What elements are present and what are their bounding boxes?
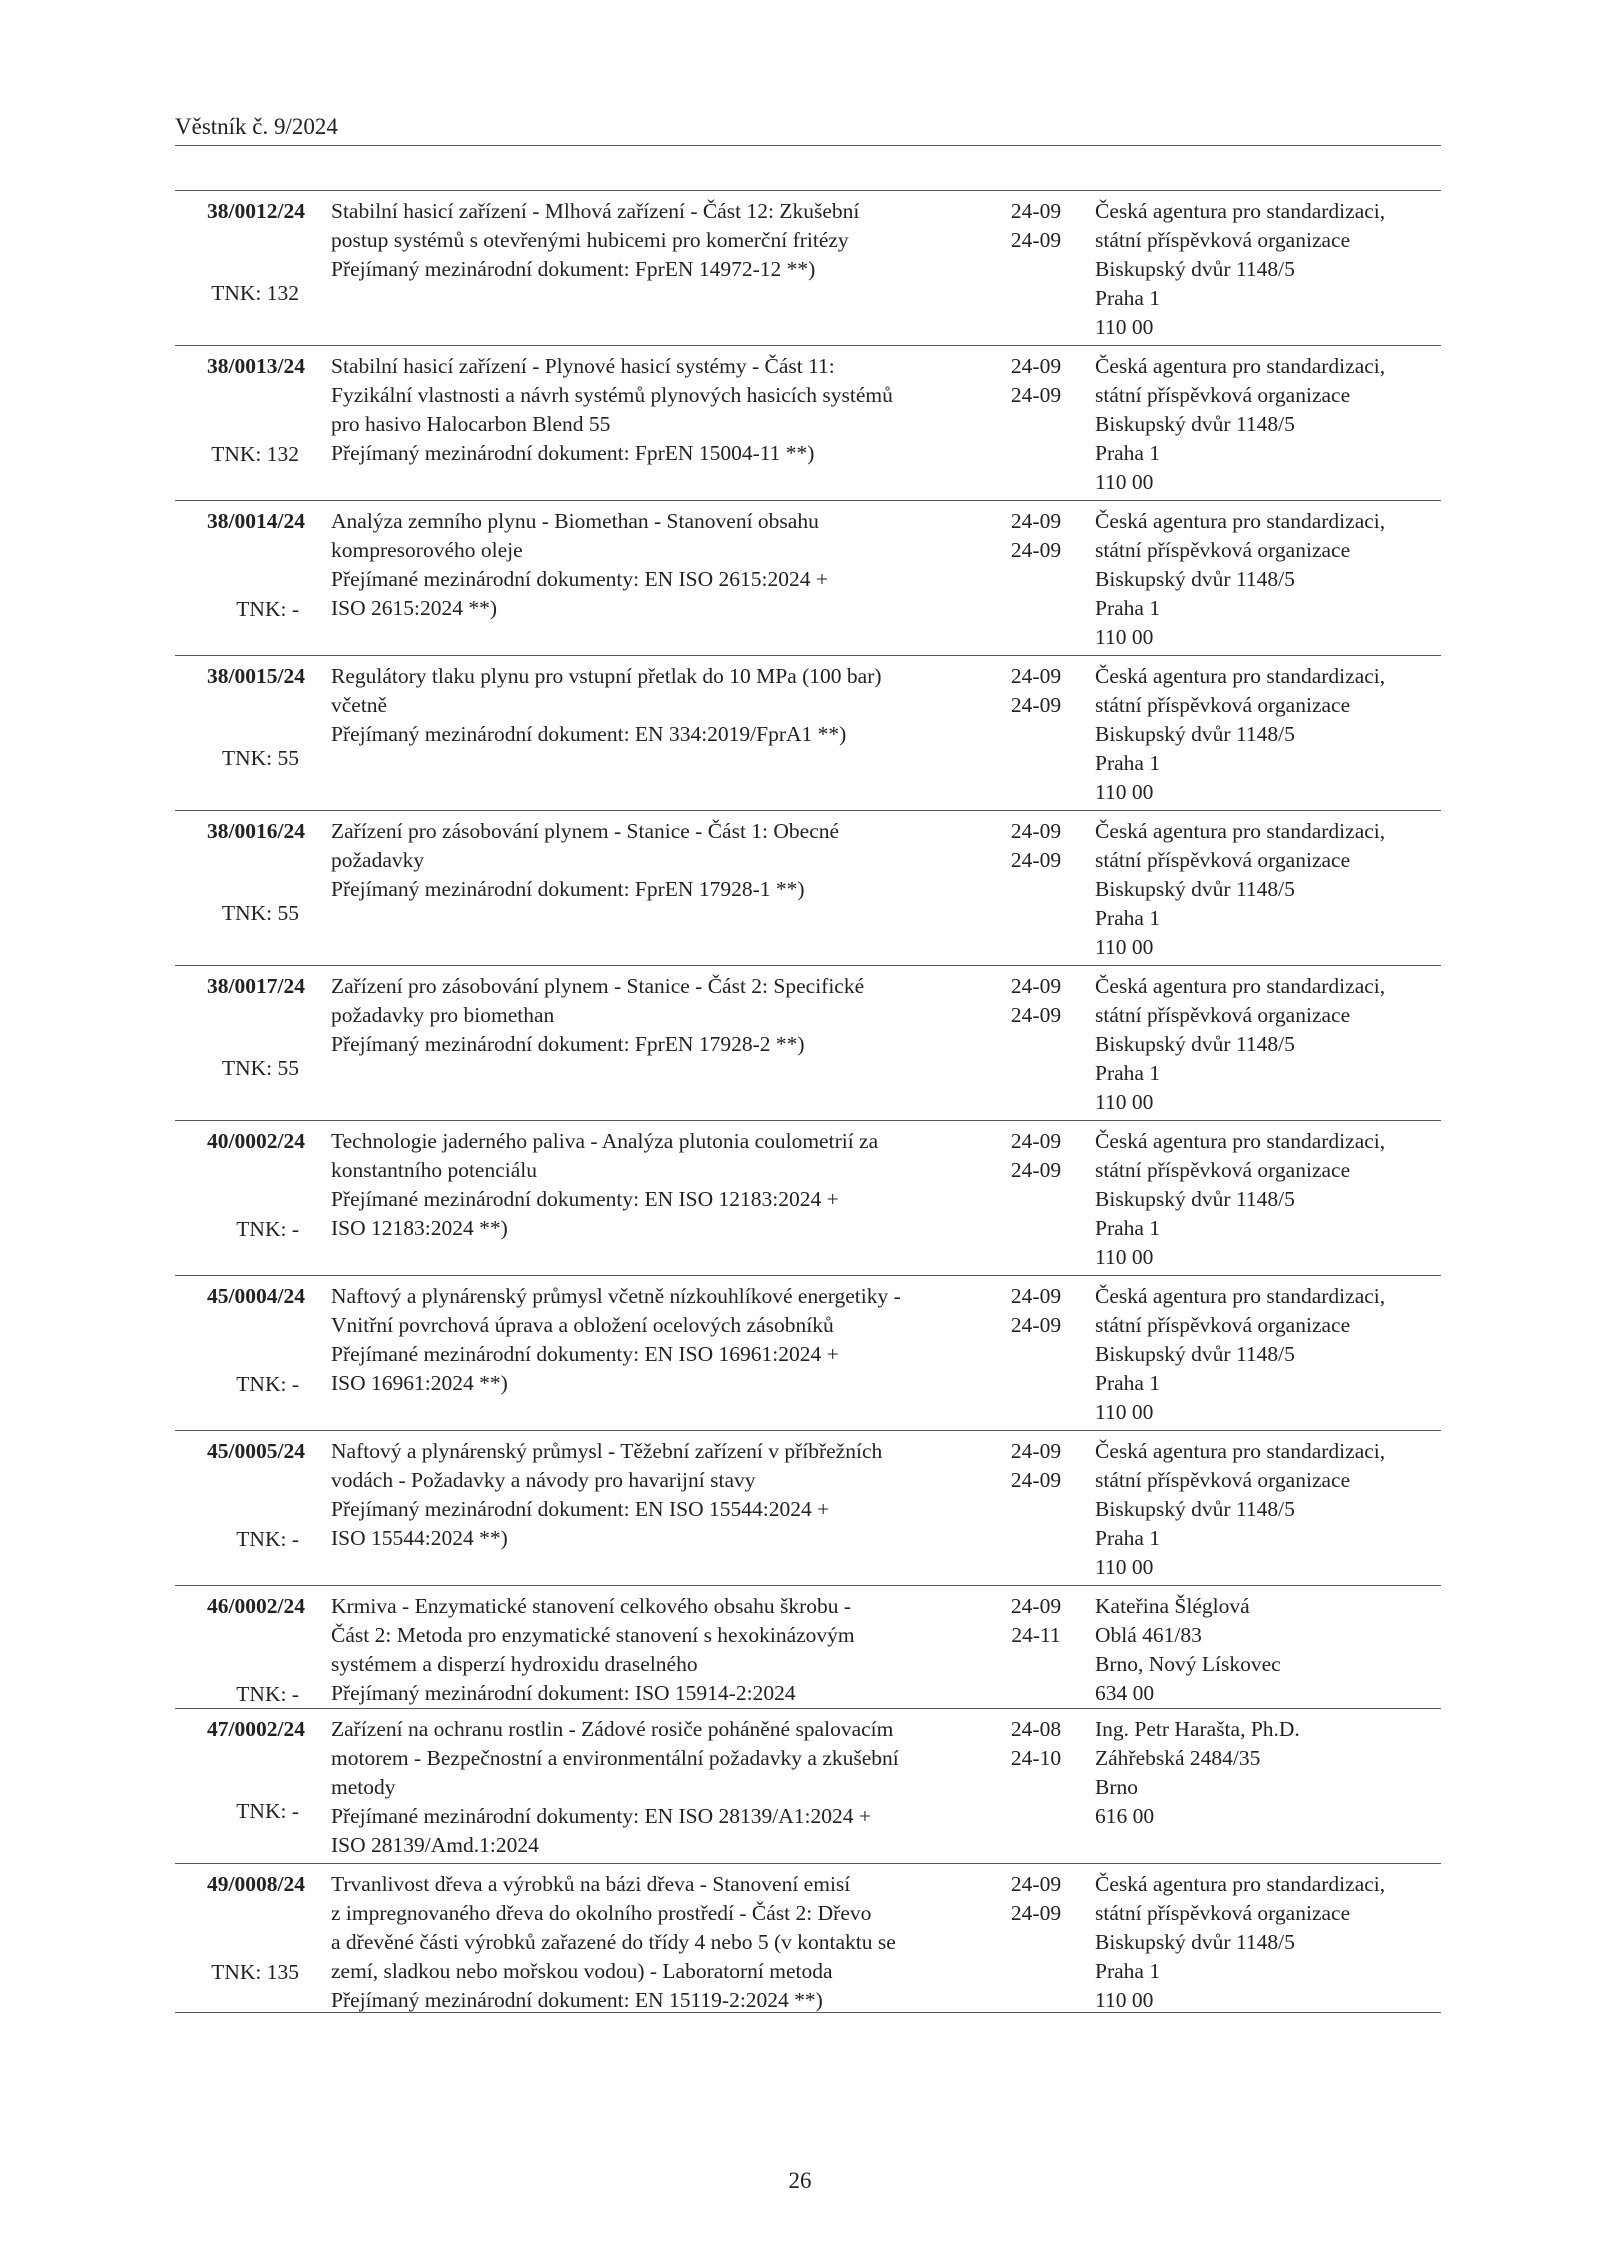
date-value: 24-09 (1010, 1594, 1062, 1618)
table-row (175, 1276, 1441, 1431)
entry-contact (1095, 1282, 1441, 1427)
tnk-number: TNK: - (236, 1682, 299, 1706)
contact-line: Biskupský dvůr 1148/5 (1095, 877, 1295, 901)
contact-line: Biskupský dvůr 1148/5 (1095, 722, 1295, 746)
contact-line: 110 00 (1095, 780, 1154, 804)
title-line: Přejímaný mezinárodní dokument: ISO 15914-2:2024 (331, 1681, 796, 1705)
title-line: Trvanlivost dřeva a výrobků na bázi dřeva - Stanovení emisí (331, 1872, 851, 1896)
contact-line: Praha 1 (1095, 596, 1161, 620)
tnk-number: TNK: - (236, 1372, 299, 1396)
entry-dates (1001, 352, 1071, 410)
contact-line: Brno (1095, 1775, 1138, 1799)
contact-line: státní příspěvková organizace (1095, 1313, 1351, 1337)
title-line: ISO 16961:2024 **) (331, 1371, 508, 1395)
entry-title (331, 817, 1031, 904)
contact-line: státní příspěvková organizace (1095, 1158, 1351, 1182)
contact-line: Česká agentura pro standardizaci, (1095, 354, 1386, 378)
date-value: 24-10 (1010, 1746, 1062, 1770)
entry-title (331, 662, 1031, 749)
title-line: ISO 12183:2024 **) (331, 1216, 508, 1240)
table-row (175, 501, 1441, 656)
entry-code: 38/0013/24 (207, 354, 305, 378)
entry-title (331, 352, 1031, 468)
date-value: 24-09 (1010, 974, 1062, 998)
title-line: systémem a disperzí hydroxidu draselného (331, 1652, 698, 1676)
entry-contact (1095, 197, 1441, 342)
entry-contact (1095, 1870, 1441, 2015)
date-value: 24-09 (1010, 693, 1062, 717)
date-value: 24-09 (1010, 848, 1062, 872)
entry-code: 38/0015/24 (207, 664, 305, 688)
entry-code: 38/0016/24 (207, 819, 305, 843)
title-line: Přejímaný mezinárodní dokument: FprEN 17928-1 **) (331, 877, 805, 901)
date-value: 24-09 (1010, 1284, 1062, 1308)
tnk-number: TNK: - (236, 1799, 299, 1823)
date-value: 24-09 (1010, 1872, 1062, 1896)
contact-line: 110 00 (1095, 1400, 1154, 1424)
title-line: a dřevěné části výrobků zařazené do třídy 4 nebo 5 (v kontaktu se (331, 1930, 896, 1954)
contact-line: Biskupský dvůr 1148/5 (1095, 1032, 1295, 1056)
contact-line: 110 00 (1095, 315, 1154, 339)
title-line: Přejímaný mezinárodní dokument: EN ISO 15544:2024 + (331, 1497, 830, 1521)
title-line: Přejímané mezinárodní dokumenty: EN ISO 2615:2024 + (331, 567, 828, 591)
entry-dates (1001, 1282, 1071, 1340)
title-line: kompresorového oleje (331, 538, 523, 562)
entry-title (331, 1715, 1031, 1860)
title-line: Vnitřní povrchová úprava a obložení ocelových zásobníků (331, 1313, 834, 1337)
date-value: 24-09 (1010, 819, 1062, 843)
entry-dates (1001, 1592, 1071, 1650)
title-line: Přejímané mezinárodní dokumenty: EN ISO 16961:2024 + (331, 1342, 839, 1366)
title-line: Přejímaný mezinárodní dokument: FprEN 17928-2 **) (331, 1032, 805, 1056)
date-value: 24-09 (1010, 1439, 1062, 1463)
table-row (175, 966, 1441, 1121)
table-row (175, 191, 1441, 346)
entry-dates (1001, 197, 1071, 255)
journal-title: Věstník č. 9/2024 (175, 114, 338, 139)
title-line: Přejímaný mezinárodní dokument: EN 334:2019/FprA1 **) (331, 722, 847, 746)
title-line: pro hasivo Halocarbon Blend 55 (331, 412, 611, 436)
contact-line: 616 00 (1095, 1804, 1155, 1828)
entry-code: 45/0004/24 (207, 1284, 305, 1308)
table-row (175, 1864, 1441, 2013)
contact-line: Praha 1 (1095, 286, 1161, 310)
entry-contact (1095, 817, 1441, 962)
entry-title (331, 507, 1031, 623)
title-line: metody (331, 1775, 396, 1799)
title-line: Přejímaný mezinárodní dokument: FprEN 14972-12 **) (331, 257, 816, 281)
title-line: Přejímané mezinárodní dokumenty: EN ISO 28139/A1:2024 + (331, 1804, 871, 1828)
contact-line: Česká agentura pro standardizaci, (1095, 974, 1386, 998)
date-value: 24-09 (1010, 1129, 1062, 1153)
date-value: 24-09 (1010, 1158, 1062, 1182)
table-row (175, 1709, 1441, 1864)
page-number: 26 (788, 2168, 812, 2193)
date-value: 24-09 (1010, 1003, 1062, 1027)
title-line: ISO 15544:2024 **) (331, 1526, 508, 1550)
contact-line: státní příspěvková organizace (1095, 1003, 1351, 1027)
contact-line: Biskupský dvůr 1148/5 (1095, 1497, 1295, 1521)
contact-line: Praha 1 (1095, 1216, 1161, 1240)
entry-title (331, 1282, 1031, 1398)
date-value: 24-11 (1011, 1623, 1061, 1647)
contact-line: 110 00 (1095, 935, 1154, 959)
tnk-number: TNK: 135 (211, 1960, 299, 1984)
table-row (175, 1121, 1441, 1276)
tnk-number: TNK: - (236, 597, 299, 621)
contact-line: 110 00 (1095, 1988, 1154, 2012)
entry-dates (1001, 817, 1071, 875)
contact-line: Brno, Nový Lískovec (1095, 1652, 1281, 1676)
tnk-number: TNK: 55 (221, 1056, 299, 1080)
title-line: Stabilní hasicí zařízení - Plynové hasicí systémy - Část 11: (331, 354, 835, 378)
contact-line: Praha 1 (1095, 1959, 1161, 1983)
contact-line: 110 00 (1095, 1555, 1154, 1579)
contact-line: státní příspěvková organizace (1095, 1901, 1351, 1925)
title-line: konstantního potenciálu (331, 1158, 538, 1182)
contact-line: státní příspěvková organizace (1095, 693, 1351, 717)
entry-contact (1095, 1715, 1441, 1831)
entry-contact (1095, 1127, 1441, 1272)
entry-code: 38/0014/24 (207, 509, 305, 533)
contact-line: Oblá 461/83 (1095, 1623, 1202, 1647)
title-line: motorem - Bezpečnostní a environmentální požadavky a zkušební (331, 1746, 899, 1770)
title-line: Fyzikální vlastnosti a návrh systémů plynových hasicích systémů (331, 383, 893, 407)
contact-line: státní příspěvková organizace (1095, 538, 1351, 562)
entry-dates (1001, 1715, 1071, 1773)
tnk-number: TNK: 132 (211, 442, 299, 466)
contact-line: Česká agentura pro standardizaci, (1095, 819, 1386, 843)
contact-line: Praha 1 (1095, 906, 1161, 930)
entry-contact (1095, 972, 1441, 1117)
title-line: Naftový a plynárenský průmysl včetně nízkouhlíkové energetiky - (331, 1284, 901, 1308)
contact-line: 110 00 (1095, 1245, 1154, 1269)
entry-dates (1001, 507, 1071, 565)
entry-dates (1001, 662, 1071, 720)
title-line: Zařízení pro zásobování plynem - Stanice - Část 1: Obecné (331, 819, 840, 843)
contact-line: Česká agentura pro standardizaci, (1095, 199, 1386, 223)
entry-code: 38/0012/24 (207, 199, 305, 223)
contact-line: Praha 1 (1095, 1371, 1161, 1395)
title-line: Krmiva - Enzymatické stanovení celkového obsahu škrobu - (331, 1594, 852, 1618)
table-row (175, 811, 1441, 966)
contact-line: Česká agentura pro standardizaci, (1095, 509, 1386, 533)
entry-title (331, 1437, 1031, 1553)
date-value: 24-09 (1010, 199, 1062, 223)
title-line: Zařízení na ochranu rostlin - Zádové rosiče poháněné spalovacím (331, 1717, 894, 1741)
title-line: Naftový a plynárenský průmysl - Těžební zařízení v příbřežních (331, 1439, 883, 1463)
entry-code: 40/0002/24 (207, 1129, 305, 1153)
date-value: 24-09 (1010, 383, 1062, 407)
date-value: 24-08 (1010, 1717, 1062, 1741)
title-line: zemí, sladkou nebo mořskou vodou) - Laboratorní metoda (331, 1959, 833, 1983)
date-value: 24-09 (1010, 1901, 1062, 1925)
contact-line: státní příspěvková organizace (1095, 848, 1351, 872)
table-row (175, 656, 1441, 811)
page-header (175, 112, 1441, 146)
title-line: ISO 2615:2024 **) (331, 596, 498, 620)
contact-line: Praha 1 (1095, 1526, 1161, 1550)
title-line: požadavky (331, 848, 425, 872)
contact-line: 110 00 (1095, 625, 1154, 649)
contact-line: Praha 1 (1095, 751, 1161, 775)
tnk-number: TNK: 55 (221, 901, 299, 925)
standards-table (175, 190, 1441, 2013)
contact-line: Biskupský dvůr 1148/5 (1095, 1342, 1295, 1366)
contact-line: Česká agentura pro standardizaci, (1095, 1872, 1386, 1896)
entry-dates (1001, 972, 1071, 1030)
title-line: Zařízení pro zásobování plynem - Stanice - Část 2: Specifické (331, 974, 865, 998)
date-value: 24-09 (1010, 509, 1062, 533)
title-line: Regulátory tlaku plynu pro vstupní přetlak do 10 MPa (100 bar) (331, 664, 882, 688)
date-value: 24-09 (1010, 1468, 1062, 1492)
date-value: 24-09 (1010, 1313, 1062, 1337)
date-value: 24-09 (1010, 228, 1062, 252)
entry-title (331, 1870, 1031, 2015)
entry-dates (1001, 1870, 1071, 1928)
title-line: postup systémů s otevřenými hubicemi pro komerční fritézy (331, 228, 849, 252)
tnk-number: TNK: - (236, 1527, 299, 1551)
contact-line: Kateřina Šléglová (1095, 1594, 1250, 1618)
contact-line: státní příspěvková organizace (1095, 383, 1351, 407)
title-line: včetně (331, 693, 388, 717)
entry-code: 45/0005/24 (207, 1439, 305, 1463)
contact-line: Biskupský dvůr 1148/5 (1095, 567, 1295, 591)
entry-title (331, 1592, 1031, 1708)
entry-contact (1095, 352, 1441, 497)
title-line: ISO 28139/Amd.1:2024 (331, 1833, 539, 1857)
contact-line: Biskupský dvůr 1148/5 (1095, 1187, 1295, 1211)
date-value: 24-09 (1010, 664, 1062, 688)
contact-line: 110 00 (1095, 470, 1154, 494)
entry-dates (1001, 1437, 1071, 1495)
contact-line: Česká agentura pro standardizaci, (1095, 664, 1386, 688)
title-line: Přejímaný mezinárodní dokument: EN 15119-2:2024 **) (331, 1988, 823, 2012)
title-line: Přejímané mezinárodní dokumenty: EN ISO 12183:2024 + (331, 1187, 839, 1211)
title-line: požadavky pro biomethan (331, 1003, 555, 1027)
title-line: Technologie jaderného paliva - Analýza plutonia coulometrií za (331, 1129, 879, 1153)
contact-line: Česká agentura pro standardizaci, (1095, 1284, 1386, 1308)
contact-line: Biskupský dvůr 1148/5 (1095, 257, 1295, 281)
contact-line: 110 00 (1095, 1090, 1154, 1114)
contact-line: Záhřebská 2484/35 (1095, 1746, 1261, 1770)
entry-contact (1095, 662, 1441, 807)
entry-title (331, 197, 1031, 284)
tnk-number: TNK: 132 (211, 281, 299, 305)
contact-line: Česká agentura pro standardizaci, (1095, 1129, 1386, 1153)
title-line: z impregnovaného dřeva do okolního prostředí - Část 2: Dřevo (331, 1901, 872, 1925)
contact-line: Biskupský dvůr 1148/5 (1095, 412, 1295, 436)
contact-line: Ing. Petr Harašta, Ph.D. (1095, 1717, 1300, 1741)
entry-contact (1095, 507, 1441, 652)
title-line: Stabilní hasicí zařízení - Mlhová zařízení - Část 12: Zkušební (331, 199, 860, 223)
date-value: 24-09 (1010, 538, 1062, 562)
title-line: vodách - Požadavky a návody pro havarijní stavy (331, 1468, 756, 1492)
table-row (175, 1586, 1441, 1709)
contact-line: Česká agentura pro standardizaci, (1095, 1439, 1386, 1463)
title-line: Analýza zemního plynu - Biomethan - Stanovení obsahu (331, 509, 819, 533)
entry-title (331, 1127, 1031, 1243)
tnk-number: TNK: - (236, 1217, 299, 1241)
entry-contact (1095, 1437, 1441, 1582)
entry-contact (1095, 1592, 1441, 1708)
entry-code: 38/0017/24 (207, 974, 305, 998)
contact-line: státní příspěvková organizace (1095, 1468, 1351, 1492)
table-row (175, 1431, 1441, 1586)
tnk-number: TNK: 55 (221, 746, 299, 770)
contact-line: Praha 1 (1095, 441, 1161, 465)
entry-code: 46/0002/24 (207, 1594, 305, 1618)
contact-line: státní příspěvková organizace (1095, 228, 1351, 252)
title-line: Část 2: Metoda pro enzymatické stanovení s hexokinázovým (331, 1623, 855, 1647)
contact-line: Biskupský dvůr 1148/5 (1095, 1930, 1295, 1954)
contact-line: 634 00 (1095, 1681, 1155, 1705)
entry-code: 47/0002/24 (207, 1717, 305, 1741)
date-value: 24-09 (1010, 354, 1062, 378)
entry-code: 49/0008/24 (207, 1872, 305, 1896)
table-row (175, 346, 1441, 501)
title-line: Přejímaný mezinárodní dokument: FprEN 15004-11 **) (331, 441, 815, 465)
contact-line: Praha 1 (1095, 1061, 1161, 1085)
entry-dates (1001, 1127, 1071, 1185)
entry-title (331, 972, 1031, 1059)
